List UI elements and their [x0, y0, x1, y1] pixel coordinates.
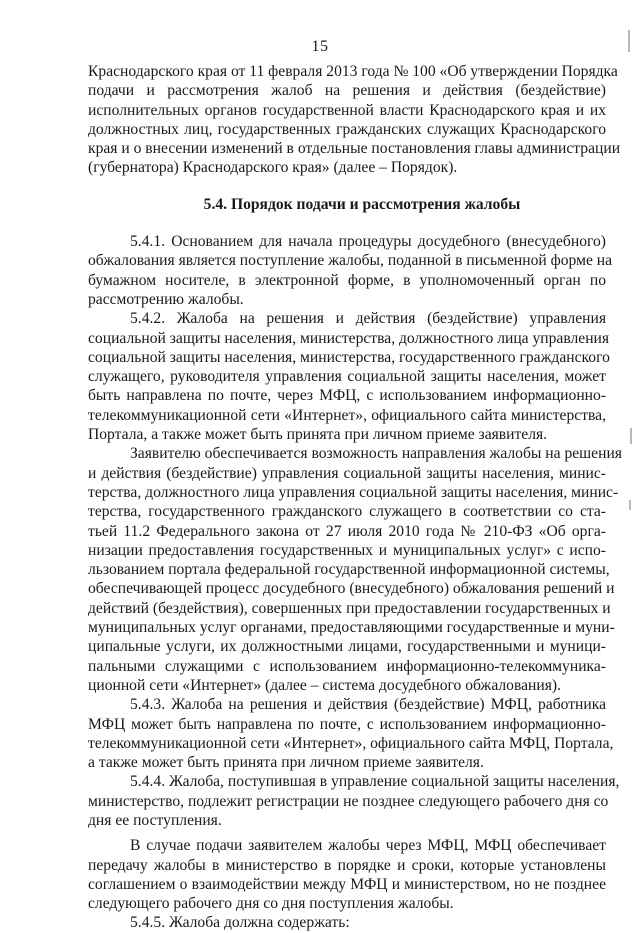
text-line: 5.4.2. Жалоба на решения и действия (бездействие) управления: [130, 310, 606, 328]
text-line: МФЦ может быть направлена по почте, с использованием информационно-: [88, 715, 606, 733]
text-line: Портала, а также может быть принята при личном приеме заявителя.: [88, 426, 548, 444]
text-line: обжалования является поступление жалобы, поданной в письменной форме на: [88, 252, 613, 270]
text-line: исполнительных органов государственной власти Краснодарского края и их: [88, 101, 606, 119]
text-line: терства, должностного лица управления социальной защиты населения, минис-: [88, 483, 619, 501]
text-line: муниципальных услуг органами, предоставляющими государственные и муни-: [88, 619, 615, 637]
intro-paragraph: [88, 62, 621, 178]
page-number: 15: [311, 38, 329, 55]
text-line: социальной защиты населения, министерства, должностного лица управления: [88, 329, 610, 347]
scan-artifact: [629, 500, 631, 510]
text-line: телекоммуникационной сети «Интернет», официального сайта министерства,: [88, 406, 606, 424]
text-line: и действия (бездействие) управления социальной защиты населения, минис-: [88, 464, 606, 482]
text-line: рассмотрению жалобы.: [88, 290, 244, 308]
text-line: В случае подачи заявителем жалобы через МФЦ, МФЦ обеспечивает: [130, 837, 606, 855]
scan-artifact: [630, 428, 632, 444]
paragraph-5-4-2: [88, 309, 610, 444]
text-line: передачу жалобы в министерство в порядке и сроки, которые установлены: [88, 856, 606, 874]
document-body: [88, 62, 622, 933]
text-line: подачи и рассмотрения жалоб на решения и действия (бездействие): [88, 82, 606, 100]
paragraph-applicant-access: [88, 444, 622, 695]
text-line: ционной сети «Интернет» (далее – система досудебного обжалования).: [88, 676, 561, 694]
text-line: служащего, руководителя управления социальной защиты населения, может: [88, 368, 606, 386]
paragraph-mfc-transfer: [88, 836, 606, 913]
text-line: должностных лиц, государственных гражданских служащих Краснодарского: [88, 120, 606, 138]
text-line: низации предоставления государственных и муниципальных услуг» с испо-: [88, 541, 606, 559]
text-line: социальной защиты населения, министерства, государственного гражданского: [88, 348, 610, 366]
paragraph-5-4-5: [88, 913, 606, 932]
text-line: льзованием портала федеральной государственной информационной системы,: [88, 561, 610, 579]
text-line: 5.4.3. Жалоба на решения и действия (бездействие) МФЦ, работника: [130, 696, 606, 714]
text-line: 5.4.5. Жалоба должна содержать:: [130, 914, 350, 932]
text-line: а также может быть принята при личном приеме заявителя.: [88, 754, 484, 772]
text-line: тьей 11.2 Федерального закона от 27 июля 2010 года № 210-ФЗ «Об орга-: [88, 522, 606, 540]
paragraph-5-4-3: [88, 695, 614, 772]
text-line: действий (бездействия), совершенных при предоставлении государственных и: [88, 599, 611, 617]
text-line: 5.4.1. Основанием для начала процедуры досудебного (внесудебного): [130, 233, 606, 251]
text-line: Краснодарского края от 11 февраля 2013 года № 100 «Об утверждении Порядка: [88, 63, 618, 80]
text-line: соглашением о взаимодействии между МФЦ и министерством, но не позднее: [88, 875, 606, 893]
text-line: Заявителю обеспечивается возможность направления жалобы на решения: [130, 445, 622, 463]
text-line: края и о внесении изменений в отдельные постановления главы администрации: [88, 140, 621, 158]
text-line: обеспечивающей процесс досудебного (внесудебного) обжалования решений и: [88, 580, 615, 598]
text-line: быть направлена по почте, через МФЦ, с использованием информационно-: [88, 387, 606, 405]
text-line: министерство, подлежит регистрации не позднее следующего рабочего дня со: [88, 792, 609, 810]
paragraph-5-4-1: [88, 232, 613, 309]
text-line: пальными служащими с использованием информационно-телекоммуника-: [88, 657, 606, 675]
text-line: ципальные услуги, их должностными лицами, государственными и муници-: [88, 638, 606, 656]
text-line: бумажном носителе, в электронной форме, в уполномоченный орган по: [88, 271, 606, 289]
text-line: терства, государственного гражданского служащего в соответствии со ста-: [88, 503, 606, 521]
text-line: следующего рабочего дня со дня поступления жалобы.: [88, 895, 454, 913]
text-line: дня ее поступления.: [88, 811, 222, 829]
scan-artifact: [628, 30, 630, 52]
text-line: телекоммуникационной сети «Интернет», официального сайта МФЦ, Портала,: [88, 734, 614, 752]
section-heading: 5.4. Порядок подачи и рассмотрения жалобы: [203, 195, 521, 213]
text-line: (губернатора) Краснодарского края» (далее – Порядок).: [88, 159, 458, 177]
paragraph-5-4-4: [88, 772, 620, 830]
text-line: 5.4.4. Жалоба, поступившая в управление социальной защиты населения,: [130, 773, 620, 791]
